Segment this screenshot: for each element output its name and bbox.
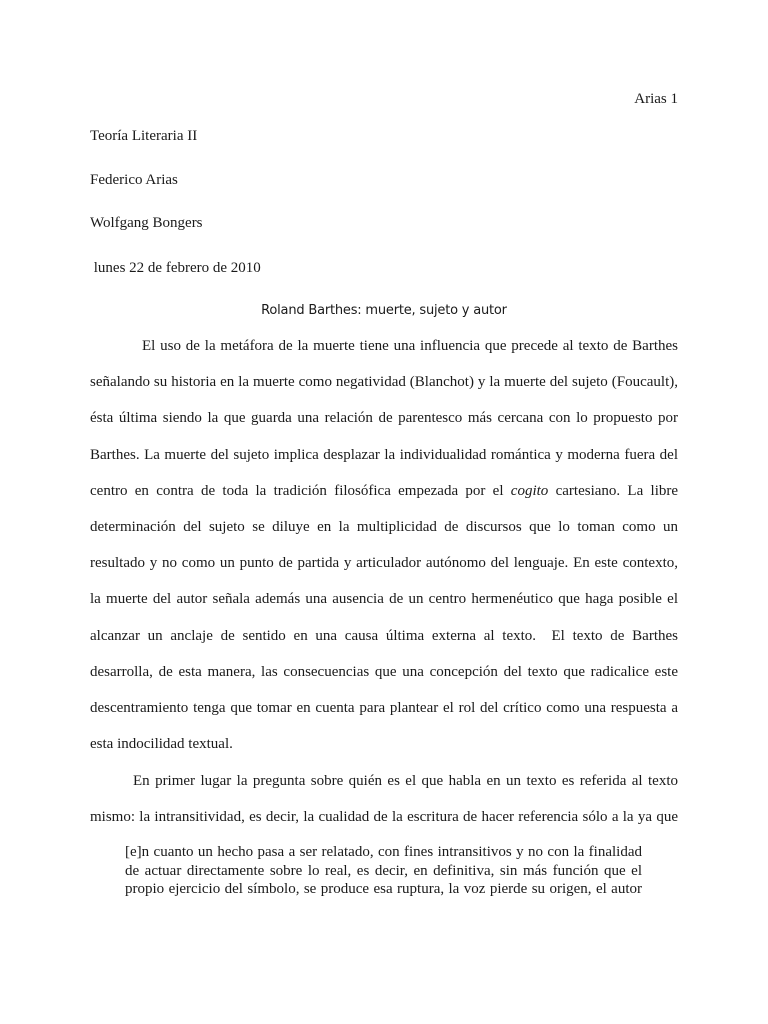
paragraph-line: desarrolla, de esta manera, las consecuencias que una concepción del texto que radicalice este	[90, 663, 678, 680]
document-date: lunes 22 de febrero de 2010	[90, 260, 261, 276]
paragraph-line: En primer lugar la pregunta sobre quién es el que habla en un texto es referida al texto	[133, 773, 678, 789]
paragraph-line-with-italic	[90, 480, 678, 516]
course-name: Teoría Literaria II	[90, 128, 198, 144]
page-header-label: Arias 1	[634, 91, 678, 107]
paragraph-line-segment: cartesiano. La libre	[555, 482, 678, 499]
quote-line: de actuar directamente sobre lo real, es decir, en definitiva, sin más función que el	[125, 862, 642, 879]
quote-line: propio ejercicio del símbolo, se produce esa ruptura, la voz pierde su origen, el autor	[125, 881, 642, 897]
block-quote	[125, 843, 642, 899]
italic-term: cogito	[510, 482, 549, 499]
paragraph-line: alcanzar un anclaje de sentido en una causa última externa al texto. El texto de Barthes	[90, 627, 678, 644]
paragraph-line: mismo: la intransitividad, es decir, la cualidad de la escritura de hacer referencia sólo a la ya que	[90, 809, 678, 826]
paragraph-line: señalando su historia en la muerte como negatividad (Blanchot) y la muerte del sujeto (Foucault),	[90, 374, 678, 391]
paragraph-line: Barthes. La muerte del sujeto implica desplazar la individualidad romántica y moderna fuera del	[90, 446, 678, 463]
professor-name: Wolfgang Bongers	[90, 215, 203, 231]
paragraph-line: resultado y no como un punto de partida y articulador autónomo del lenguaje. En este contexto,	[90, 555, 678, 572]
paragraph-2	[90, 770, 678, 842]
essay-title: Roland Barthes: muerte, sujeto y autor	[261, 303, 507, 318]
paragraph-line: determinación del sujeto se diluye en la multiplicidad de discursos que lo toman como un	[90, 518, 678, 535]
paragraph-line-segment: centro en contra de toda la tradición filosófica empezada por el	[90, 482, 504, 499]
student-name: Federico Arias	[90, 172, 178, 188]
paragraph-line: esta indocilidad textual.	[90, 736, 233, 753]
paragraph-line: ésta última siendo la que guarda una relación de parentesco más cercana con lo propuesto por	[90, 410, 678, 427]
paragraph-line: El uso de la metáfora de la muerte tiene una influencia que precede al texto de Barthes	[142, 338, 678, 354]
paragraph-1	[90, 335, 678, 769]
paragraph-line: la muerte del autor señala además una ausencia de un centro hermenéutico que haga posible el	[90, 591, 678, 608]
paragraph-line: descentramiento tenga que tomar en cuenta para plantear el rol del crítico como una respuesta a	[90, 699, 678, 716]
quote-line: [e]n cuanto un hecho pasa a ser relatado, con fines intransitivos y no con la finalidad	[125, 844, 642, 860]
